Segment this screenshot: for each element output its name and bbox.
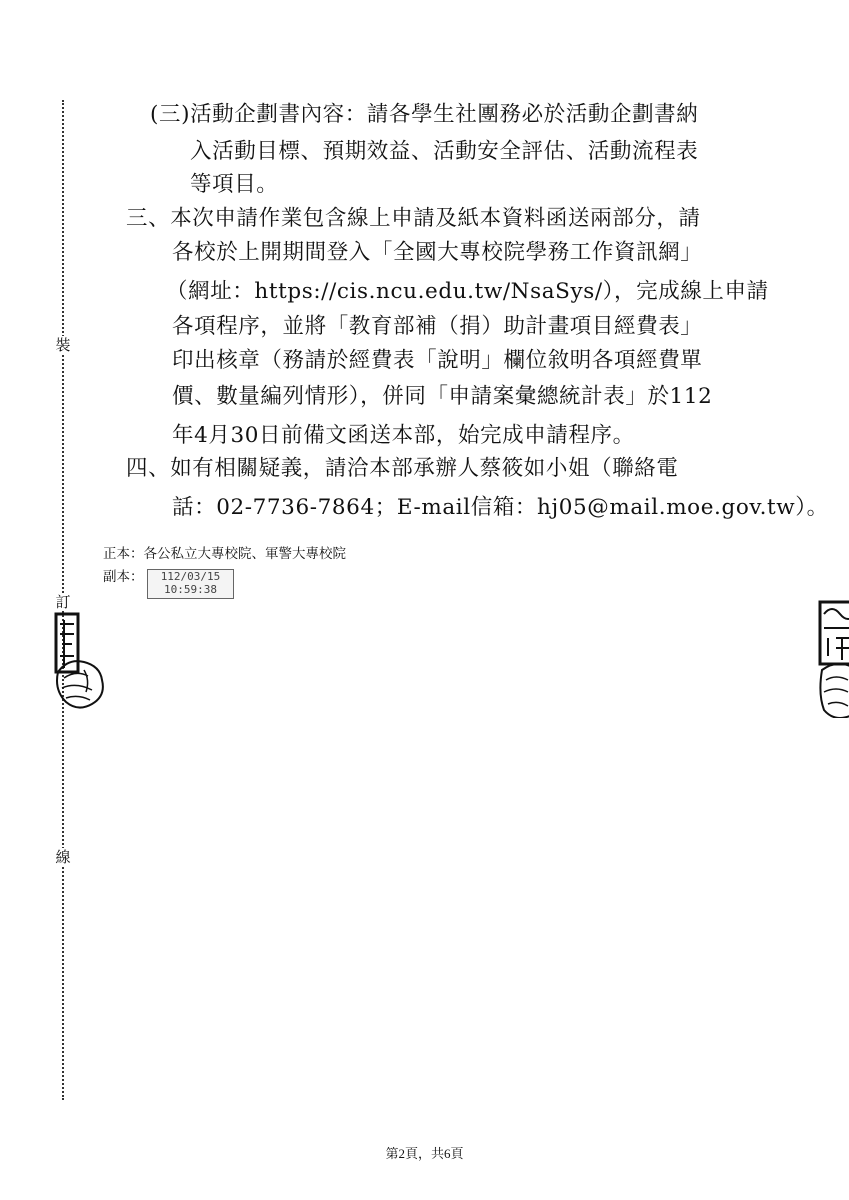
body-line-1: (三)活動企劃書內容：請各學生社團務必於活動企劃書納 [150,102,699,127]
copy-recipients-label: 副本： [103,569,144,585]
body-line-4: 三、本次申請作業包含線上申請及紙本資料函送兩部分，請 [126,206,701,231]
body-line-2: 入活動目標、預期效益、活動安全評估、活動流程表 [190,139,699,164]
right-seal-image [818,598,849,718]
body-line-7: 各項程序，並將「教育部補（捐）助計畫項目經費表」 [172,314,703,339]
binding-char-zhuang: 裝 [53,336,73,354]
stamp-date: 112/03/15 [160,570,221,583]
left-seal-image [54,612,110,712]
body-line-6: （網址：https://cis.ncu.edu.tw/NsaSys/），完成線上申請 [166,279,769,304]
body-line-8: 印出核章（務請於經費表「說明」欄位敘明各項經費單 [172,348,703,373]
body-line-3: 等項目。 [190,172,279,197]
binding-char-xian: 線 [53,848,73,866]
body-line-12: 話：02-7736-7864；E-mail信箱：hj05@mail.moe.gov.tw）。 [172,495,829,520]
timestamp-stamp [147,569,234,599]
body-line-5: 各校於上開期間登入「全國大專校院學務工作資訊網」 [172,240,703,265]
binding-char-ding: 訂 [53,593,73,611]
body-line-10: 年4月30日前備文函送本部，始完成申請程序。 [172,423,635,448]
original-recipients: 正本：各公私立大專校院、軍警大專校院 [103,546,346,562]
body-line-11: 四、如有相關疑義，請洽本部承辦人蔡筱如小姐（聯絡電 [126,456,679,481]
stamp-time: 10:59:38 [164,583,217,596]
page-number: 第2頁，共6頁 [385,1146,464,1161]
body-line-9: 價、數量編列情形），併同「申請案彙總統計表」於112 [172,384,713,409]
